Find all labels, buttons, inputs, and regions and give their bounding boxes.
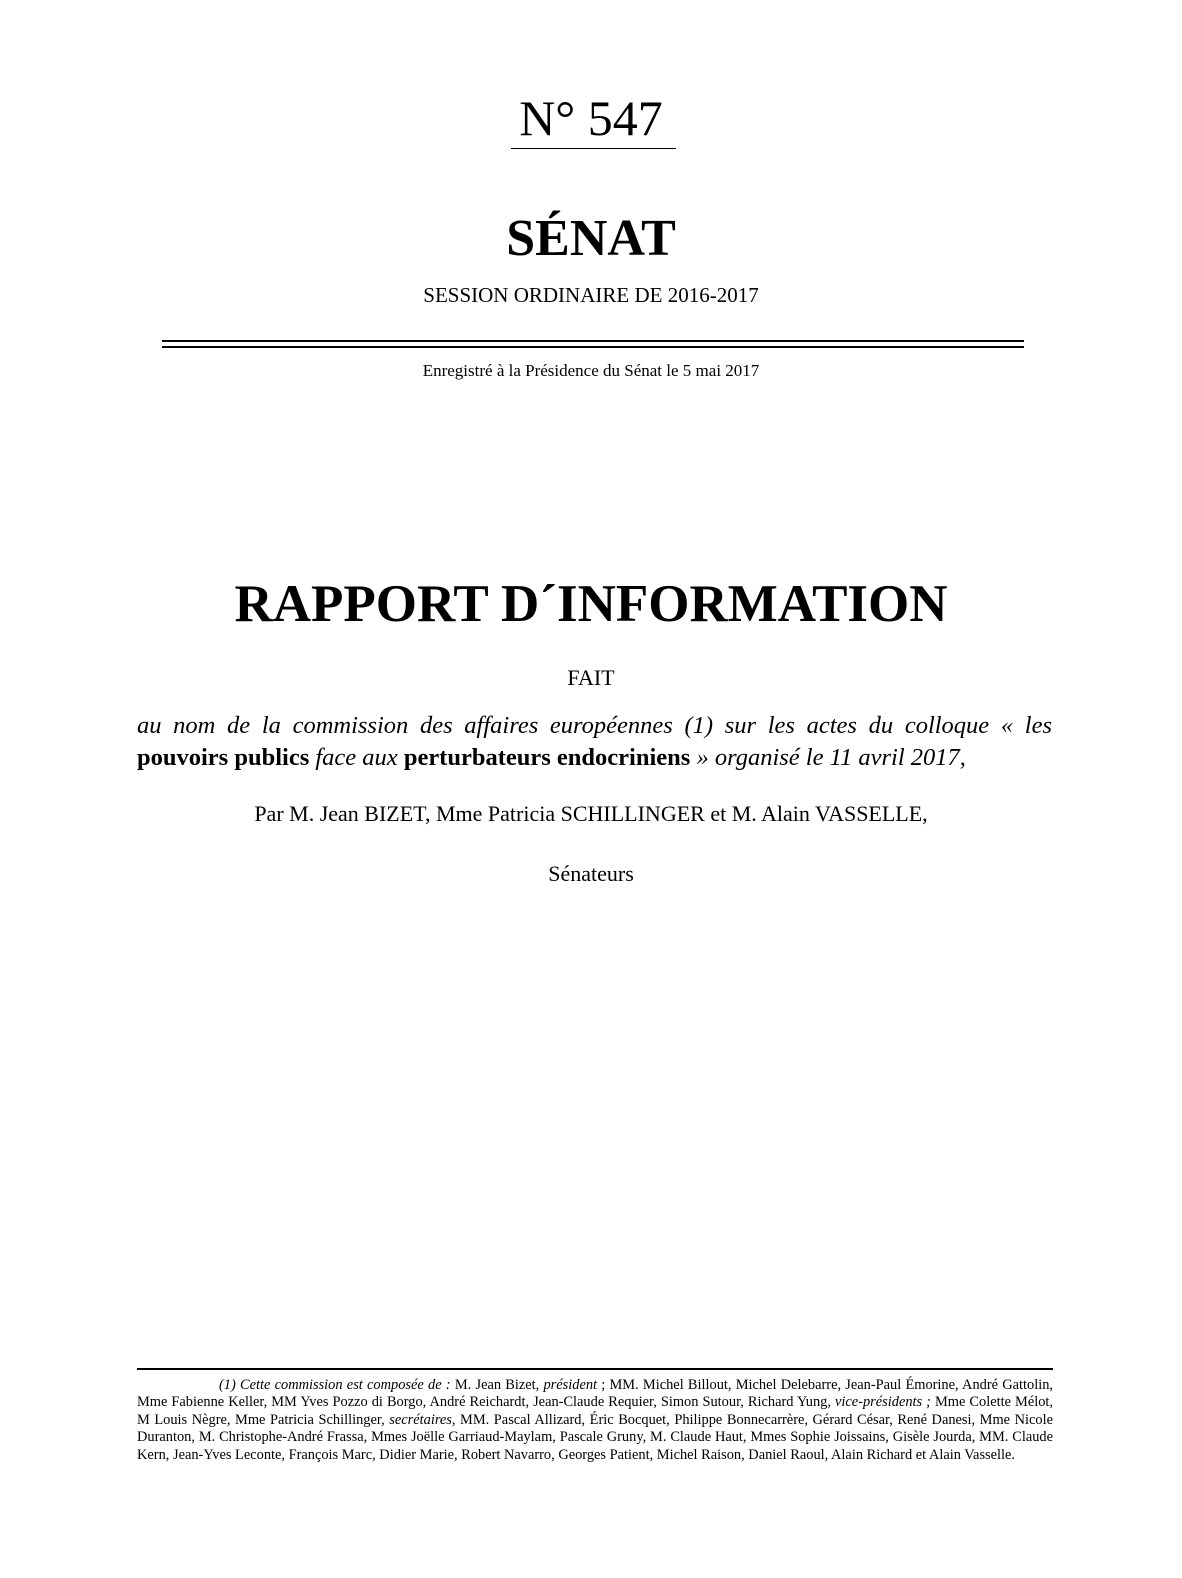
- document-number: N° 547: [519, 90, 663, 146]
- footnote: [137, 1377, 1053, 1464]
- footnote-president: M. Jean Bizet,: [454, 1377, 544, 1393]
- report-title: RAPPORT D´INFORMATION: [234, 575, 948, 633]
- footnote-president-label: président: [543, 1377, 598, 1393]
- footnote-members-list: , MM. Pascal Allizard, Éric Bocquet, Philippe Bonnecarrère, Gérard César, René Danesi, Mme Nicole Duranton, M. Christophe-André Frassa, Mmes Joëlle Garriaud-Maylam, Pascale Gruny, M. Claude Haut, Mmes Sophie Joissains, Gisèle Jourda, MM. Claude Kern, Jean-Yves Leconte, François Marc, Didier Marie, Robert Navarro, Georges Patient, Michel Raison, Daniel Raoul, Alain Richard et Alain Vasselle.: [137, 1411, 1053, 1463]
- subject-part-2: face aux: [309, 744, 404, 771]
- document-number-underline: [511, 148, 676, 149]
- report-authors: Par M. Jean BIZET, Mme Patricia SCHILLINGER et M. Alain VASSELLE,: [254, 801, 928, 826]
- report-fait-label: FAIT: [567, 665, 615, 690]
- registration-date: Enregistré à la Présidence du Sénat le 5 mai 2017: [422, 361, 760, 380]
- report-subject: [137, 710, 1052, 774]
- footnote-vp-list: ; MM. Michel Billout, Michel Delebarre, Jean-Paul Émorine, André Gattolin, Mme Fabienne Keller, MM Yves Pozzo di Borgo, André Reichardt, Jean-Claude Requier, Simon Sutour, Richard Yung,: [137, 1377, 1054, 1411]
- footnote-secretaries-list: Mme Colette Mélot, M Louis Nègre, Mme Patricia Schillinger,: [137, 1394, 1054, 1428]
- session-label: SESSION ORDINAIRE DE 2016-2017: [423, 283, 759, 307]
- subject-bold-1: pouvoirs publics: [137, 744, 310, 771]
- footnote-secretaries-label: secrétaires: [389, 1411, 452, 1428]
- subject-part-1: au nom de la commission des affaires européennes (1) sur les actes du colloque « les: [137, 712, 1052, 739]
- senators-label: Sénateurs: [548, 861, 634, 886]
- subject-part-3: » organisé le 11 avril 2017,: [690, 744, 966, 771]
- footnote-intro: (1) Cette commission est composée de :: [219, 1377, 455, 1393]
- chamber-title: SÉNAT: [506, 210, 676, 267]
- subject-bold-2: perturbateurs endocriniens: [403, 744, 691, 771]
- footnote-divider: [137, 1368, 1053, 1370]
- double-divider: [162, 340, 1024, 348]
- footnote-vp-label: vice-présidents ;: [835, 1394, 931, 1411]
